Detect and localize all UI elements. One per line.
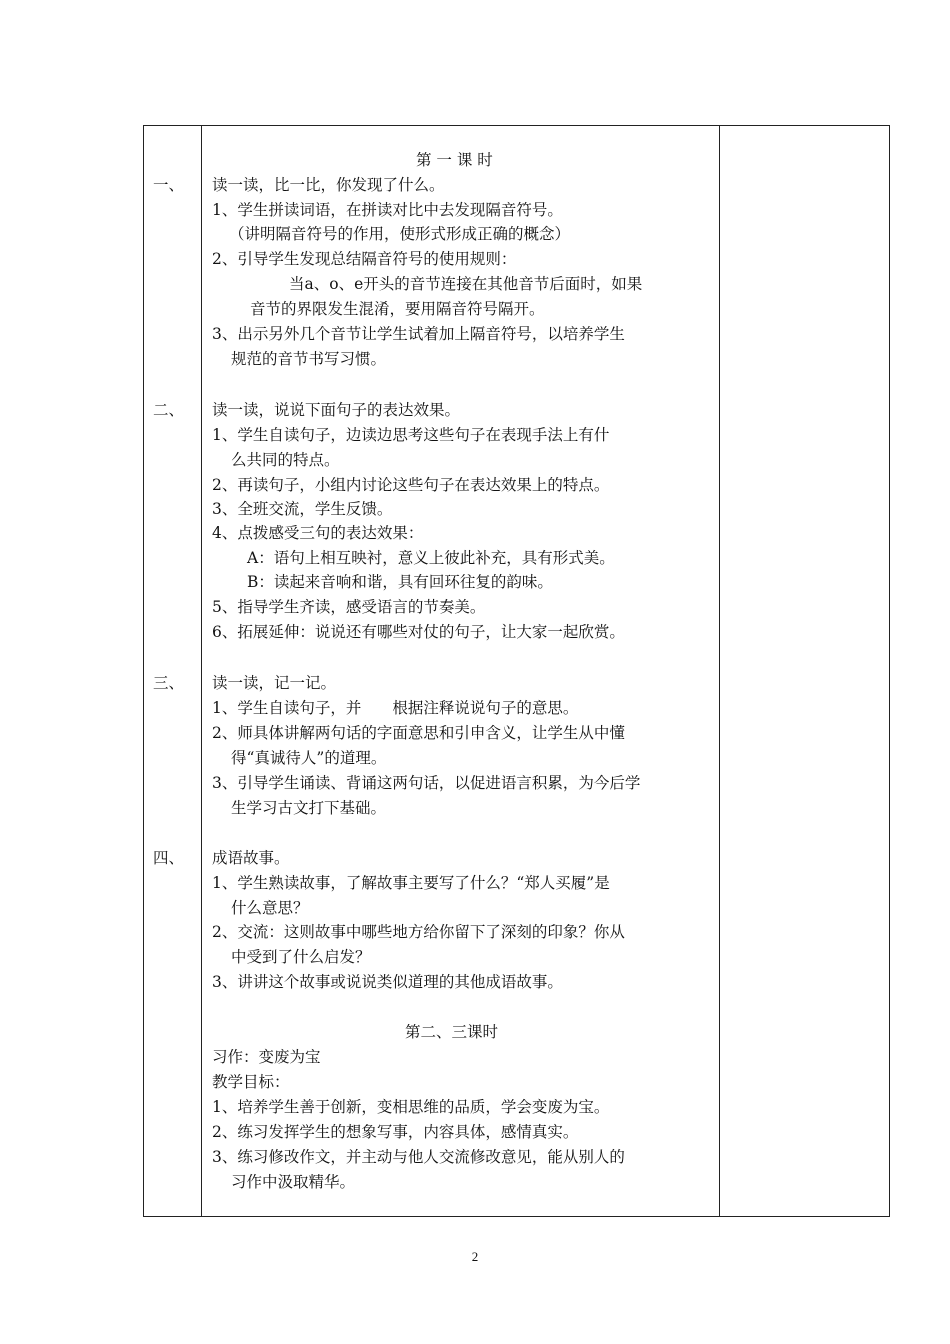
lesson2-goal: 习作中汲取精华。 <box>231 1173 356 1191</box>
section1-line: 3、出示另外几个音节让学生试着加上隔音符号，以培养学生 <box>212 325 625 343</box>
section4-line: 中受到了什么启发？ <box>231 948 371 966</box>
section2-line: 2、再读句子，小组内讨论这些句子在表达效果上的特点。 <box>212 476 610 494</box>
column-divider-left <box>201 126 202 1216</box>
lesson2-topic: 习作：变废为宝 <box>212 1048 321 1066</box>
section1-title: 读一读，比一比，你发现了什么。 <box>212 176 445 194</box>
section4-line: 1、学生熟读故事，了解故事主要写了什么？“郑人买履”是 <box>212 874 610 892</box>
section2-line: 3、全班交流，学生反馈。 <box>212 500 393 518</box>
section1-line: 规范的音节书写习惯。 <box>231 350 387 368</box>
section1-line: （讲明隔音符号的作用，使形式形成正确的概念） <box>229 225 571 243</box>
page-number: 2 <box>471 1249 479 1264</box>
lesson2-goal: 3、练习修改作文，并主动与他人交流修改意见，能从别人的 <box>212 1148 625 1166</box>
section2-title: 读一读，说说下面句子的表达效果。 <box>212 401 461 419</box>
section2-line: 么共同的特点。 <box>231 451 340 469</box>
section3-title: 读一读，记一记。 <box>212 674 337 692</box>
section3-line: 2、师具体讲解两句话的字面意思和引申含义，让学生从中懂 <box>212 724 625 742</box>
section2-line: 5、指导学生齐读，感受语言的节奏美。 <box>212 598 486 616</box>
section1-line: 当a、o、e开头的音节连接在其他音节后面时，如果 <box>289 275 643 293</box>
section2-line: A：语句上相互映衬，意义上彼此补充，具有形式美。 <box>247 549 615 567</box>
section2-line: 6、拓展延伸：说说还有哪些对仗的句子，让大家一起欣赏。 <box>212 623 625 641</box>
section3-line: 生学习古文打下基础。 <box>231 799 387 817</box>
section2-line: B：读起来音响和谐，具有回环往复的韵味。 <box>247 573 553 591</box>
section4-line: 2、交流：这则故事中哪些地方给你留下了深刻的印象？你从 <box>212 923 625 941</box>
section4-line: 什么意思？ <box>231 899 309 917</box>
column-divider-right <box>719 126 720 1216</box>
lesson2-heading: 第二、三课时 <box>405 1023 499 1041</box>
section4-number: 四、 <box>153 849 185 867</box>
lesson1-heading: 第 一 课 时 <box>416 151 493 169</box>
section2-line: 1、学生自读句子，边读边思考这些句子在表现手法上有什 <box>212 426 610 444</box>
section1-line: 2、引导学生发现总结隔音符号的使用规则： <box>212 250 517 268</box>
section2-number: 二、 <box>153 401 185 419</box>
section3-number: 三、 <box>153 674 185 692</box>
section3-line: 1、学生自读句子，并 根据注释说说句子的意思。 <box>212 699 579 717</box>
section1-number: 一、 <box>153 176 185 194</box>
section1-line: 1、学生拼读词语，在拼读对比中去发现隔音符号。 <box>212 201 563 219</box>
section2-line: 4、点拨感受三句的表达效果： <box>212 524 424 542</box>
section1-line: 音节的界限发生混淆，要用隔音符号隔开。 <box>250 300 545 318</box>
section3-line: 得“真诚待人”的道理。 <box>231 749 387 767</box>
section3-line: 3、引导学生诵读、背诵这两句话，以促进语言积累，为今后学 <box>212 774 641 792</box>
lesson2-goal: 2、练习发挥学生的想象写事，内容具体，感情真实。 <box>212 1123 579 1141</box>
lesson2-goals-label: 教学目标： <box>212 1073 290 1091</box>
section4-title: 成语故事。 <box>212 849 290 867</box>
lesson-plan-table <box>143 125 890 1217</box>
section4-line: 3、讲讲这个故事或说说类似道理的其他成语故事。 <box>212 973 563 991</box>
lesson2-goal: 1、培养学生善于创新，变相思维的品质，学会变废为宝。 <box>212 1098 610 1116</box>
